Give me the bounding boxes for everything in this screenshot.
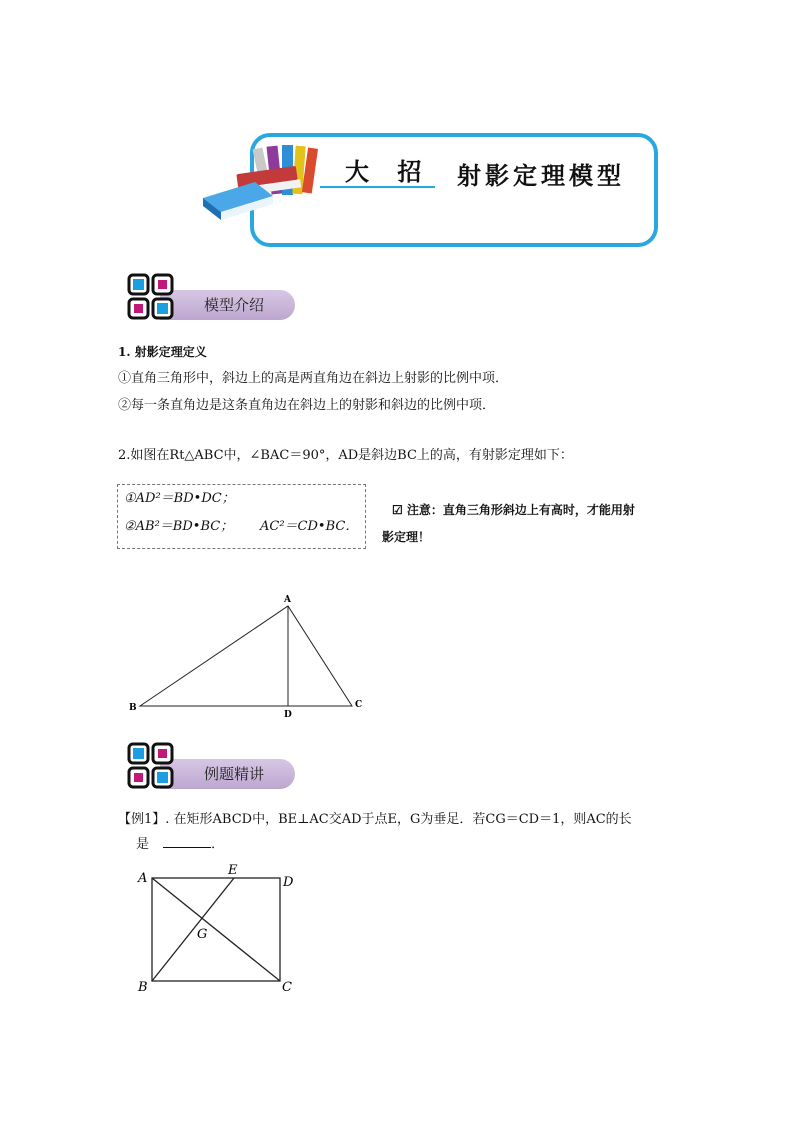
formula-2b: AC²＝CD•BC． xyxy=(260,519,359,534)
fig1-label-a: A xyxy=(284,595,291,605)
section-squares-icon xyxy=(126,272,178,326)
fig1-label-b: B xyxy=(129,703,137,713)
books-icon xyxy=(195,140,335,225)
banner-title: 射影定理模型 xyxy=(457,161,625,190)
definition-item-1: ①直角三角形中，斜边上的高是两直角边在斜边上射影的比例中项． xyxy=(118,371,509,386)
fig2-label-c: C xyxy=(282,980,292,995)
definition-heading: 1. 射影定理定义 xyxy=(118,345,207,359)
fig1-label-d: D xyxy=(284,710,292,720)
formula-2a: ②AB²＝BD•BC； xyxy=(124,519,234,534)
banner-label: 大 招 xyxy=(345,157,432,186)
note-line-2: 影定理！ xyxy=(382,530,431,544)
definition-item-2: ②每一条直角边是这条直角边在斜边上的射影和斜边的比例中项． xyxy=(118,398,496,413)
answer-blank xyxy=(163,835,211,848)
section-title-text: 例题精讲 xyxy=(204,765,265,783)
example-1-line-1: 【例1】. 在矩形ABCD中，BE⊥AC交AD于点E，G为垂足．若CG＝CD＝1，则AC的长 xyxy=(118,812,632,827)
section-squares-icon xyxy=(126,741,178,795)
fig2-label-e: E xyxy=(228,863,238,878)
fig2-label-g: G xyxy=(197,927,208,942)
figure-rectangle xyxy=(130,860,310,995)
fig2-label-a: A xyxy=(138,871,148,886)
theorem-intro: 2.如图在Rt△ABC中，∠BAC＝90°，AD是斜边BC上的高，有射影定理如下： xyxy=(118,448,573,463)
note-line-1: ☑ 注意：直角三角形斜边上有高时，才能用射 xyxy=(392,503,635,517)
fig1-label-c: C xyxy=(355,700,363,710)
example-1-line-2: 是 ． xyxy=(136,837,225,852)
fig2-label-d: D xyxy=(283,875,294,890)
fig2-label-b: B xyxy=(138,980,148,995)
section-title-model-intro xyxy=(160,290,295,320)
example-1-line-2-text: 是 xyxy=(136,837,150,852)
figure-right-triangle xyxy=(120,590,380,720)
formula-1: ①AD²＝BD•DC； xyxy=(124,491,235,506)
section-title-examples xyxy=(160,759,295,789)
section-title-text: 模型介绍 xyxy=(204,296,265,314)
